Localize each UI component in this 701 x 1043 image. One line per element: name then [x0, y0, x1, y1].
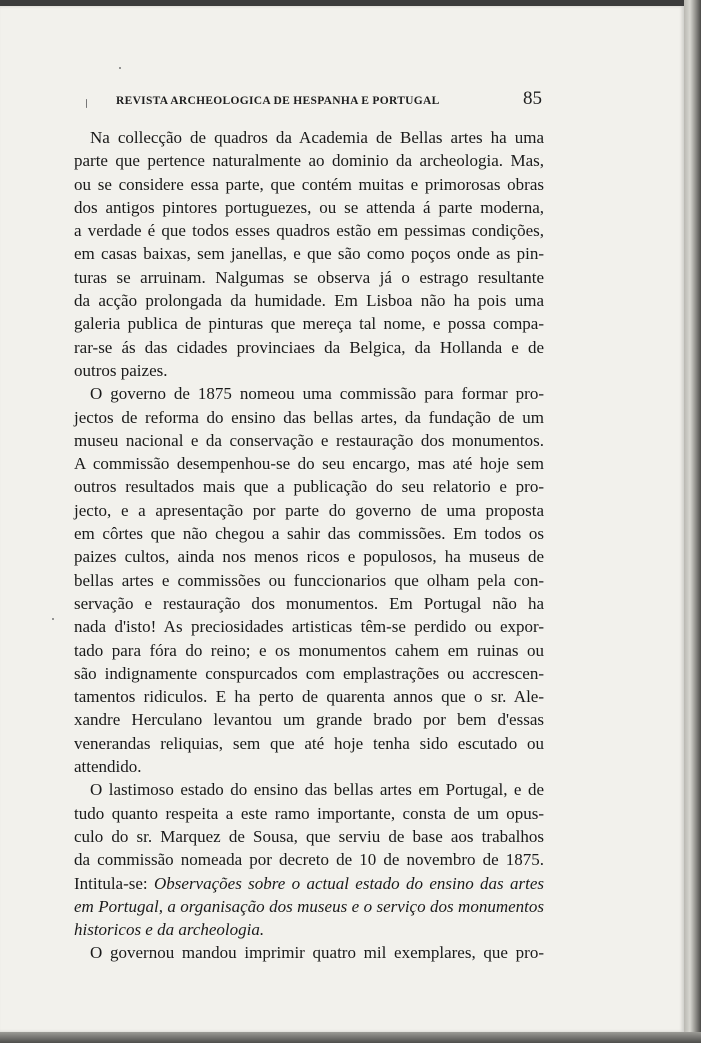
text-line: rar-se ás das cidades provinciaes da Belgica, da Hollanda e de: [74, 337, 544, 357]
text-line: jectos de reforma do ensino das bellas artes, da fundação de um: [74, 407, 544, 427]
text-line: a verdade é que todos esses quadros estão em pessimas condições,: [74, 221, 544, 241]
text-line: attendido.: [74, 757, 142, 777]
text-line: xandre Herculano levantou um grande brado por bem d'essas: [74, 710, 544, 730]
booklet-title: Observações sobre o actual estado do ensino das artes: [154, 873, 545, 893]
text-line: da commissão nomeada por decreto de 10 de novembro de 1875.: [74, 850, 544, 870]
text-line: nada d'isto! As preciosidades artisticas têm-se perdido ou expor-: [74, 617, 544, 637]
text-line: venerandas reliquias, sem que até hoje tenha sido escutado ou: [74, 733, 544, 753]
text-line: O governo de 1875 nomeou uma commissão para formar pro-: [90, 384, 544, 404]
text-line: historicos e da archeologia.: [74, 920, 265, 940]
text-line: bellas artes e commissões ou funccionarios que olham pela con-: [74, 570, 544, 590]
page-number: 85: [523, 88, 542, 109]
text-line: O governou mandou imprimir quatro mil exemplares, que pro-: [90, 943, 544, 963]
text-line: museu nacional e da conservação e restauração dos monumentos.: [74, 430, 544, 450]
text-line: [74, 872, 544, 895]
text-line: da acção prolongada da humidade. Em Lisboa não ha pois uma: [74, 291, 544, 311]
text-line: outros paizes.: [74, 360, 168, 380]
text-line: outros resultados mais que a publicação do seu relatorio e pro-: [74, 477, 544, 497]
text-line: em Portugal, a organisação dos museus e o serviço dos monumentos: [74, 896, 544, 916]
text-line: O lastimoso estado do ensino das bellas artes em Portugal, e de: [90, 780, 544, 800]
paper-speck: [86, 99, 87, 108]
paper-speck: [119, 67, 121, 69]
text-line: galeria publica de pinturas que mereça tal nome, e possa compa-: [74, 314, 544, 334]
text-line: jecto, e a apresentação por parte do governo de uma proposta: [74, 500, 544, 520]
text-line: tamentos ridiculos. E ha perto de quarenta annos que o sr. Ale-: [74, 687, 544, 707]
text-line: turas se arruinam. Nalgumas se observa já o estrago resultante: [74, 267, 544, 287]
page-edge-bottom: [0, 1032, 701, 1043]
text-line: parte que pertence naturalmente ao dominio da archeologia. Mas,: [74, 151, 544, 171]
text-line: Na collecção de quadros da Academia de Bellas artes ha uma: [90, 128, 544, 147]
text-line: paizes cultos, ainda nos menos ricos e populosos, ha museus de: [74, 547, 544, 567]
running-header: [116, 88, 542, 112]
text-line: tudo quanto respeita a este ramo importante, consta de um opus-: [74, 803, 544, 823]
book-page: [0, 6, 684, 1032]
text-line: A commissão desempenhou-se do seu encargo, mas até hoje sem: [74, 454, 544, 474]
text-line: em casas baixas, sem janellas, e que são como poços onde as pin-: [74, 244, 544, 264]
title-intro: Intitula-se:: [74, 873, 148, 893]
text-line: dos antigos pintores portuguezes, ou se attenda á parte moderna,: [74, 197, 544, 217]
text-line: em côrtes que não chegou a sahir das commissões. Em todos os: [74, 524, 544, 544]
text-line: ou se considere essa parte, que contém muitas e primorosas obras: [74, 174, 544, 194]
paper-speck: [52, 618, 54, 620]
text-line: tado para fóra do reino; e os monumentos cahem em ruinas ou: [74, 640, 544, 660]
text-line: servação e restauração dos monumentos. Em Portugal não ha: [74, 593, 544, 613]
page-edge-right: [684, 0, 701, 1043]
body-text: [74, 126, 544, 965]
running-title: REVISTA ARCHEOLOGICA DE HESPANHA E PORTUGAL: [116, 95, 440, 107]
text-line: são indignamente conspurcados com emplastrações ou accrescen-: [74, 663, 544, 683]
text-line: culo do sr. Marquez de Sousa, que serviu de base aos trabalhos: [74, 826, 544, 846]
